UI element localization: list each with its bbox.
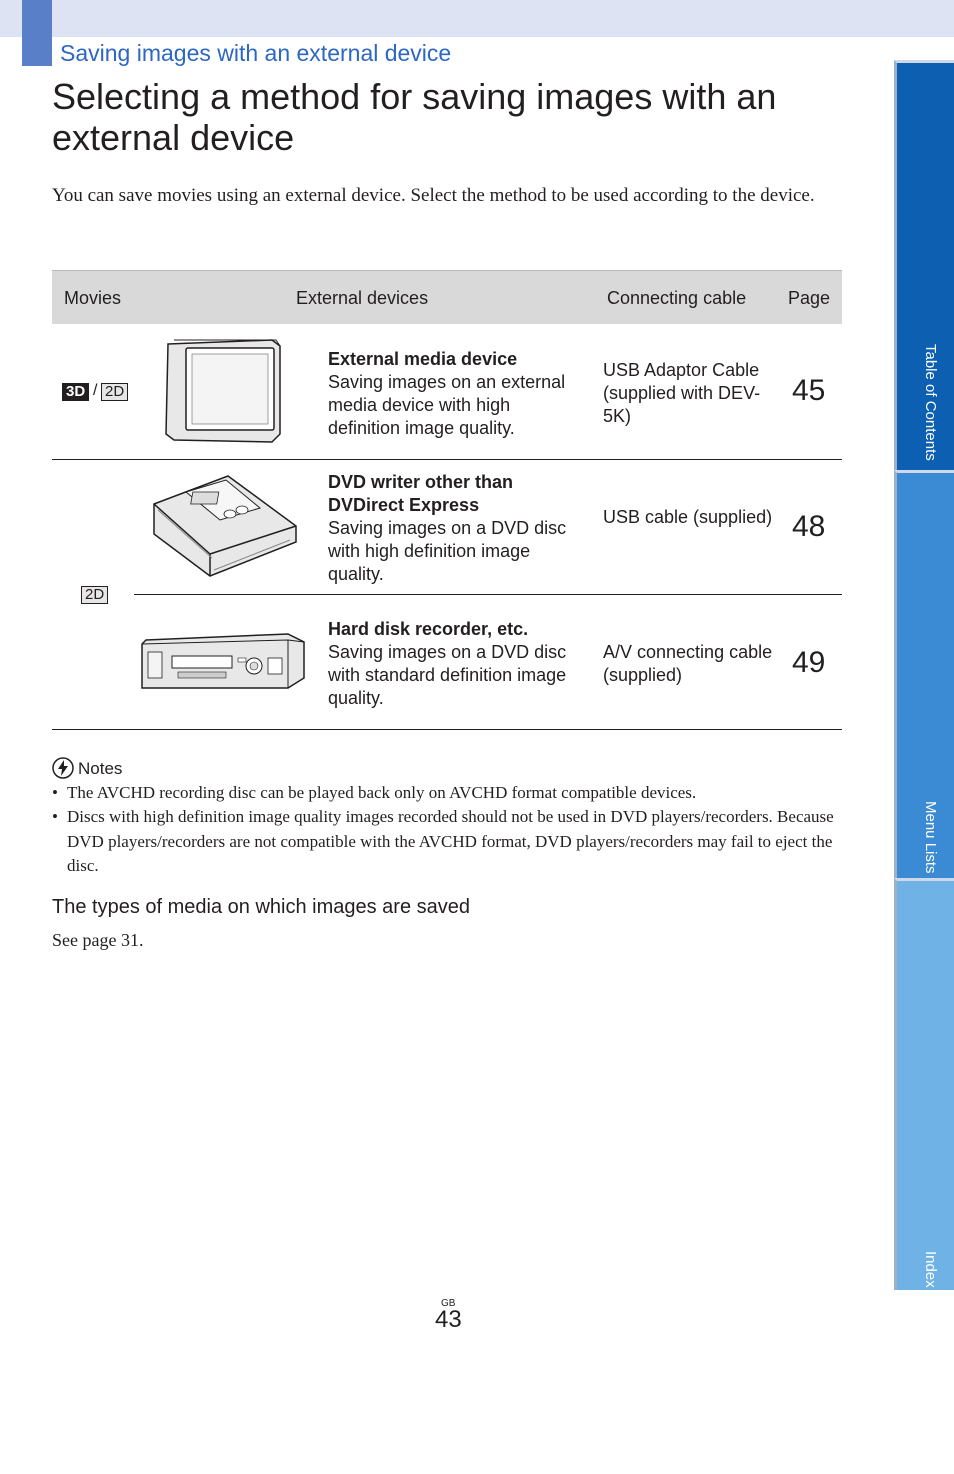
- table-bottom-rule: [52, 729, 842, 730]
- tab-table-of-contents[interactable]: [894, 60, 954, 470]
- tab-label: Menu Lists: [922, 801, 939, 874]
- note-item: [52, 781, 844, 806]
- header-accent-block: [22, 0, 52, 66]
- page-number: 43: [435, 1306, 462, 1333]
- device-cell: [328, 471, 578, 586]
- notes-label: Notes: [78, 759, 123, 778]
- dvd-writer-illustration: [150, 474, 300, 578]
- badge-2d: 2D: [81, 586, 108, 604]
- tab-index[interactable]: [894, 878, 954, 1290]
- device-name: DVD writer other than DVDirect Express: [328, 472, 514, 515]
- media-types-heading: The types of media on which images are saved: [52, 896, 470, 918]
- header-band: [0, 0, 954, 37]
- device-description: Saving images on a DVD disc with standard definition image quality.: [328, 642, 567, 708]
- cable-cell: A/V connecting cable (supplied): [603, 642, 773, 685]
- hard-disk-recorder-illustration: [138, 632, 308, 690]
- badge-2d: 2D: [101, 383, 128, 401]
- device-description: Saving images on an external media device with high definition image quality.: [328, 372, 566, 438]
- page-link-48[interactable]: 48: [792, 510, 826, 543]
- column-header-devices: External devices: [296, 288, 429, 308]
- notes-icon: [52, 757, 74, 779]
- column-header-movies: Movies: [64, 288, 122, 308]
- cable-cell: USB cable (supplied): [603, 507, 773, 527]
- device-cell: [328, 348, 578, 440]
- device-name: Hard disk recorder, etc.: [328, 619, 529, 639]
- external-media-device-illustration: [160, 338, 286, 444]
- intro-paragraph: You can save movies using an external device. Select the method to be used according to the device.: [52, 185, 815, 206]
- device-cell: [328, 618, 578, 710]
- tab-label: Table of Contents: [922, 344, 939, 461]
- row-divider: [52, 459, 842, 460]
- column-header-page: Page: [788, 288, 831, 308]
- device-description: Saving images on a DVD disc with high definition image quality.: [328, 518, 567, 584]
- device-name: External media device: [328, 349, 518, 369]
- bullet-icon: •: [52, 783, 58, 802]
- note-text: Discs with high definition image quality images recorded should not be used in DVD players/recorders. Because DVD players/recorders are not compatible with the AVCHD format, DVD players/recorders may fail to eject the disc.: [67, 807, 834, 875]
- tab-label: Index: [922, 1251, 939, 1288]
- cable-cell: USB Adaptor Cable (supplied with DEV-5K): [603, 360, 761, 426]
- note-text: The AVCHD recording disc can be played back only on AVCHD format compatible devices.: [67, 783, 697, 802]
- row-divider: [134, 594, 842, 595]
- page-link-49[interactable]: 49: [792, 646, 826, 679]
- note-item: [52, 805, 844, 879]
- see-page-link[interactable]: See page 31.: [52, 930, 144, 950]
- table-header: [52, 270, 842, 324]
- column-header-cable: Connecting cable: [607, 288, 747, 308]
- bullet-icon: •: [52, 807, 58, 826]
- region-code: GB: [441, 1298, 456, 1309]
- tab-menu-lists[interactable]: [894, 470, 954, 878]
- section-title: Saving images with an external device: [60, 40, 452, 66]
- badge-3d: 3D: [62, 383, 89, 401]
- page-link-45[interactable]: 45: [792, 374, 826, 407]
- badge-separator: /: [93, 382, 98, 399]
- page-title: Selecting a method for saving images with an external device: [52, 76, 777, 158]
